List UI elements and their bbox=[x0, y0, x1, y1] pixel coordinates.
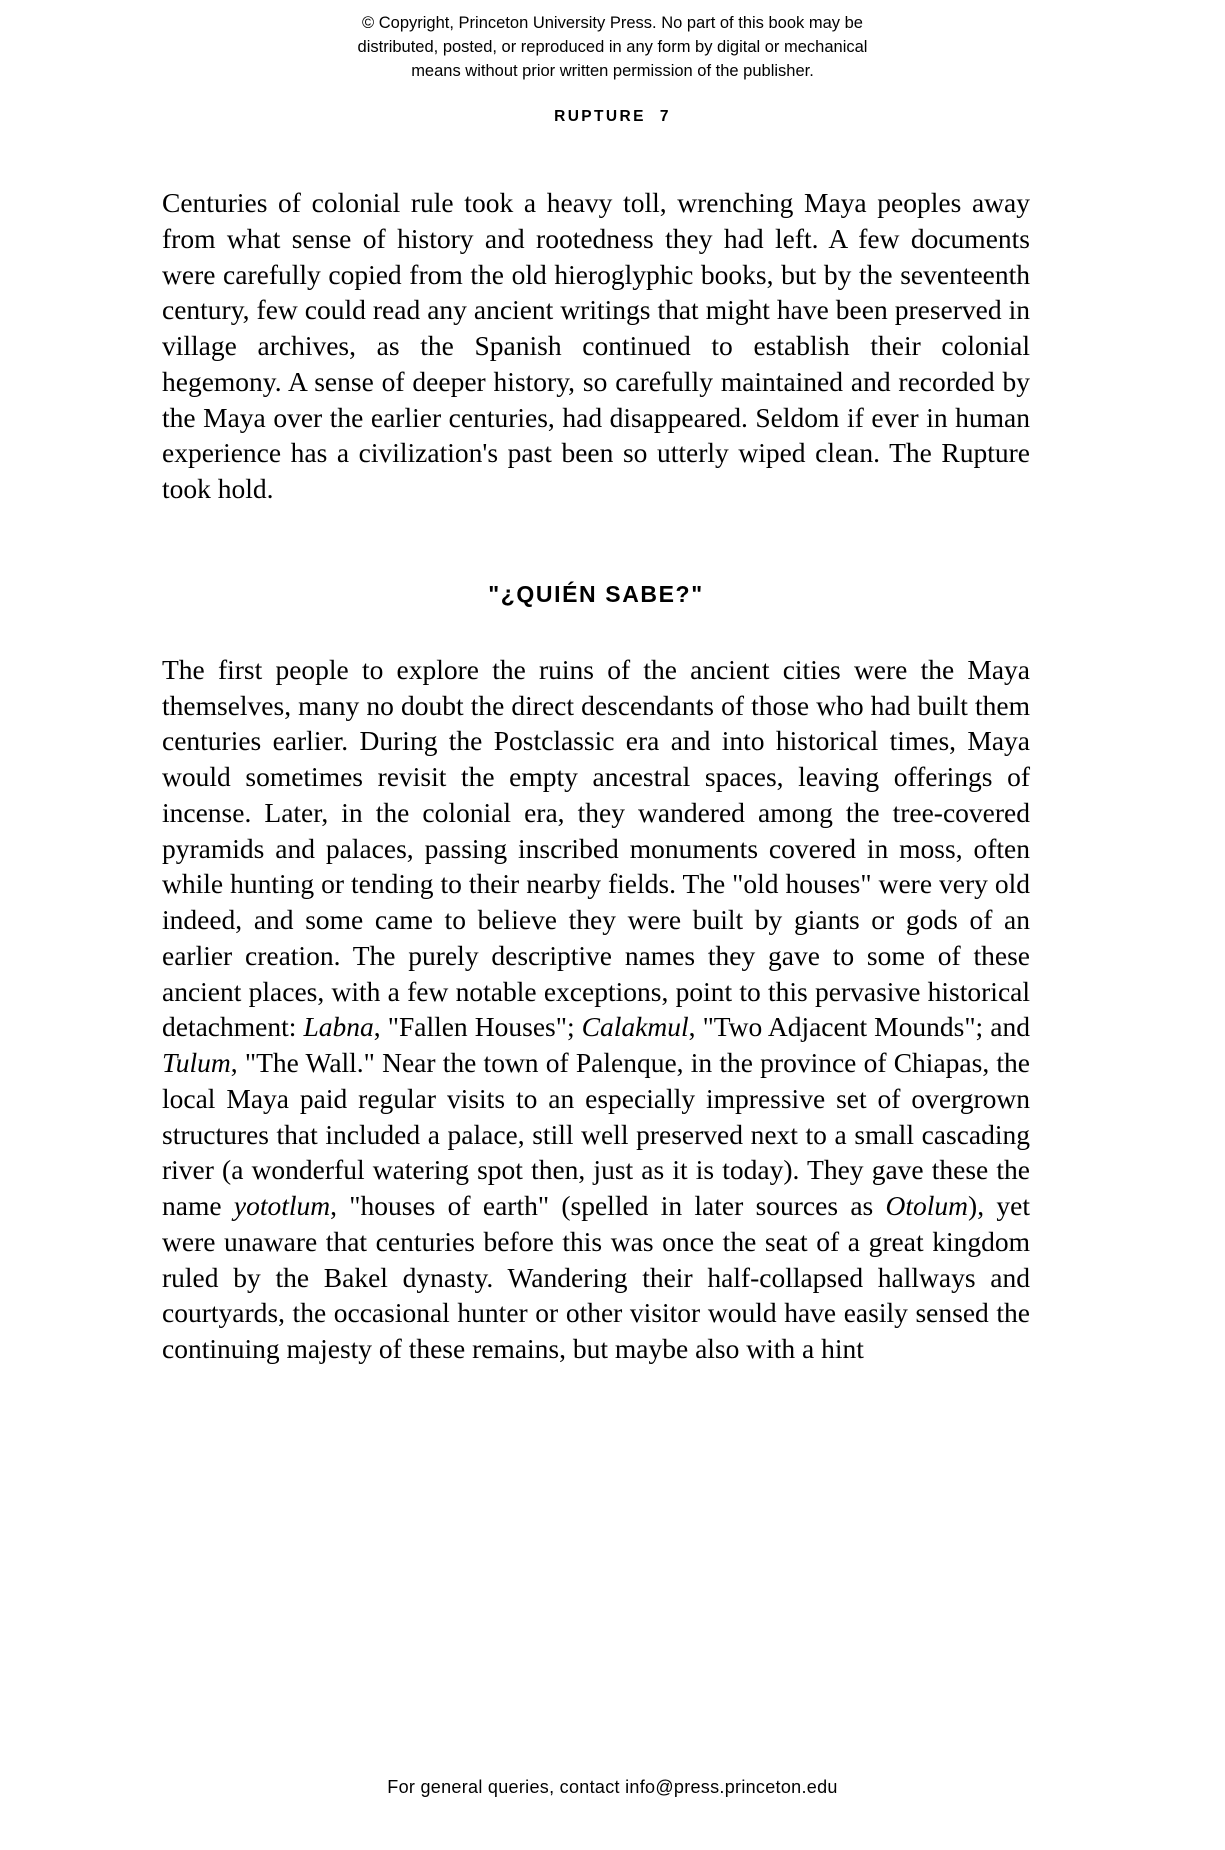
copyright-line-1: © Copyright, Princeton University Press. No part of this book may be bbox=[362, 14, 863, 32]
running-head-title: RUPTURE bbox=[554, 108, 646, 125]
italic-term-labna: Labna bbox=[303, 1011, 374, 1043]
paragraph-2-segment-3: , "Two Adjacent Mounds"; and bbox=[688, 1011, 1030, 1043]
paragraph-2-segment-4: , "The Wall." Near the town of Palenque, in the province of Chiapas, the local Maya paid regular visits to an especially impressive set of overgrown structures that included a palace, still well preserved next to a small cascading river (a wonderful watering spot then, just as it is today). They gave these the name bbox=[162, 1047, 1030, 1221]
paragraph-2-segment-6: ), yet were unaware that centuries before this was once the seat of a great kingdom ruled by the Bakel dynasty. Wandering their half-collapsed hallways and courtyards, the occasional hunter or other visitor would have easily sensed the continuing majesty of these remains, but maybe also with a hint bbox=[162, 1190, 1030, 1364]
page-number: 7 bbox=[659, 108, 671, 125]
italic-term-calakmul: Calakmul bbox=[581, 1011, 689, 1043]
italic-term-yototlum: yototlum bbox=[233, 1190, 331, 1221]
paragraph-2-segment-5: , "houses of earth" (spelled in later sources as bbox=[330, 1190, 886, 1221]
footer-query-note: For general queries, contact info@press.princeton.edu bbox=[387, 1777, 838, 1797]
copyright-notice bbox=[0, 12, 1225, 84]
paragraph-1: Centuries of colonial rule took a heavy toll, wrenching Maya peoples away from what sense of history and rootedness they had left. A few documents were carefully copied from the old hieroglyphic books, but by the seventeenth century, few could read any ancient writings that might have been preserved in village archives, as the Spanish continued to establish their colonial hegemony. A sense of deeper history, so carefully maintained and recorded by the Maya over the earlier centuries, had disappeared. Seldom if ever in human experience has a civilization's past been so utterly wiped clean. The Rupture took hold. bbox=[162, 187, 1030, 504]
copyright-line-2: distributed, posted, or reproduced in any form by digital or mechanical bbox=[357, 37, 868, 56]
italic-term-otolum: Otolum bbox=[885, 1190, 969, 1221]
paragraph-2-segment-2: , "Fallen Houses"; bbox=[373, 1011, 582, 1043]
paragraph-2 bbox=[162, 652, 1030, 1367]
italic-term-tulum: Tulum bbox=[162, 1047, 231, 1078]
running-head bbox=[0, 108, 1225, 126]
paragraph-2-segment-1: The first people to explore the ruins of the ancient cities were the Maya themselves, many no doubt the direct descendants of those who had built them centuries earlier. During the Postclassic era and into historical times, Maya would sometimes revisit the empty ancestral spaces, leaving offerings of incense. Later, in the colonial era, they wandered among the tree-covered pyramids and palaces, passing inscribed monuments covered in moss, often while hunting or tending to their nearby fields. The "old houses" were very old indeed, and some came to believe they were built by giants or gods of an earlier creation. The purely descriptive names they gave to some of these ancient places, with a few notable exceptions, point to this pervasive historical detachment: bbox=[162, 653, 1030, 1043]
body-text-column bbox=[162, 185, 1030, 1367]
copyright-line-3: means without prior written permission of the publisher. bbox=[411, 61, 814, 80]
section-heading: "¿QUIÉN SABE?" bbox=[488, 580, 704, 607]
